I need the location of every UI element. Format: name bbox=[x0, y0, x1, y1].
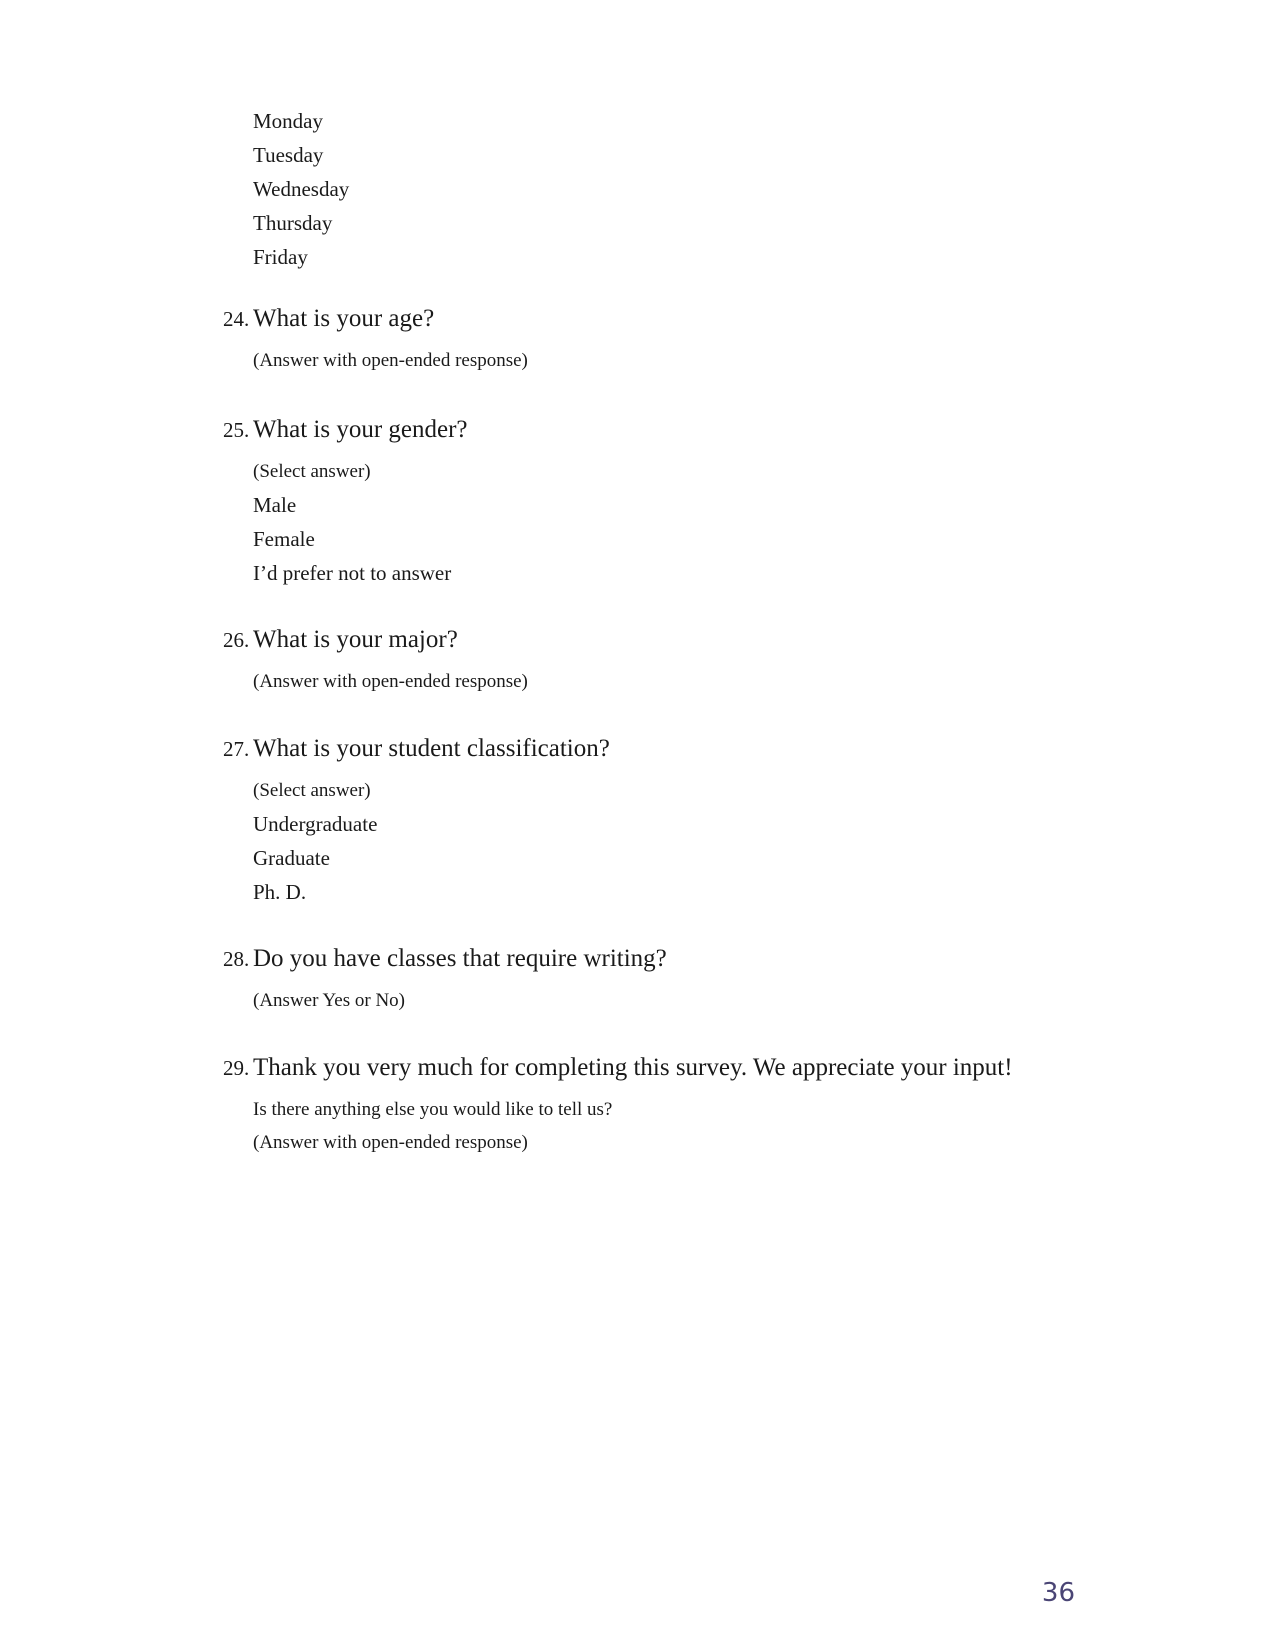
option-thursday: Thursday bbox=[253, 211, 333, 235]
answer-note: (Answer with open-ended response) bbox=[253, 671, 528, 692]
question-text: What is your gender? bbox=[253, 416, 468, 443]
answer-option: Female bbox=[253, 527, 315, 551]
answer-note: Is there anything else you would like to tell us? bbox=[253, 1099, 613, 1120]
question-number: 26. bbox=[223, 628, 250, 652]
question-number: 24. bbox=[223, 307, 250, 331]
question-number: 28. bbox=[223, 947, 250, 971]
answer-note: (Answer with open-ended response) bbox=[253, 350, 528, 371]
question-27 bbox=[223, 732, 1223, 909]
option-wednesday: Wednesday bbox=[253, 177, 350, 201]
answer-option: Graduate bbox=[253, 846, 330, 870]
question-text: What is your student classification? bbox=[253, 735, 610, 762]
answer-option: Male bbox=[253, 493, 297, 517]
question-text: Thank you very much for completing this survey. We appreciate your input! bbox=[253, 1054, 1013, 1081]
question-26 bbox=[223, 623, 1223, 698]
question-number: 29. bbox=[223, 1056, 250, 1080]
question-text: What is your age? bbox=[253, 305, 435, 332]
question-number: 27. bbox=[223, 737, 250, 761]
answer-note: (Answer Yes or No) bbox=[253, 990, 405, 1011]
page-number: 36 bbox=[1041, 1578, 1075, 1608]
answer-option: Undergraduate bbox=[253, 812, 378, 836]
answer-note: (Answer with open-ended response) bbox=[253, 1132, 528, 1153]
answer-note: (Select answer) bbox=[253, 780, 371, 801]
option-tuesday: Tuesday bbox=[253, 143, 324, 167]
option-friday: Friday bbox=[253, 245, 308, 269]
question-29 bbox=[223, 1051, 1223, 1159]
question-24 bbox=[223, 302, 1223, 377]
question-28 bbox=[223, 942, 1223, 1017]
option-monday: Monday bbox=[253, 109, 323, 133]
question-25 bbox=[223, 413, 1223, 590]
answer-option: I’d prefer not to answer bbox=[253, 561, 452, 585]
question-number: 25. bbox=[223, 418, 250, 442]
continued-option-list bbox=[253, 104, 349, 274]
question-text: Do you have classes that require writing? bbox=[253, 945, 667, 972]
question-text: What is your major? bbox=[253, 626, 458, 653]
answer-note: (Select answer) bbox=[253, 461, 371, 482]
answer-option: Ph. D. bbox=[253, 880, 307, 904]
